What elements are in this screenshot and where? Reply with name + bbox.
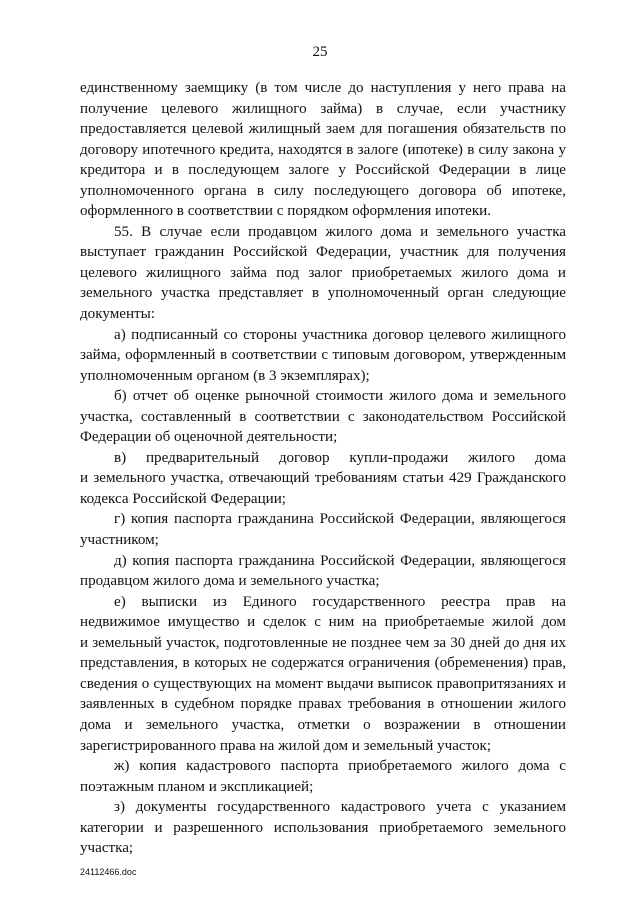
text-line: получение целевого жилищного займа) в случае, если участнику <box>80 100 566 117</box>
text-line: представления, в которых не содержатся ограничения (обременения) прав, <box>80 655 566 672</box>
text-line: категории и разрешенного использования приобретаемого земельного <box>80 819 566 836</box>
page-number: 25 <box>312 44 328 60</box>
text-line: заявленных в судебном порядке правах требования в отношении жилого <box>80 696 566 713</box>
text-line: займа, оформленный в соответствии с типовым договором, утвержденным <box>80 347 566 364</box>
text-line: договору ипотечного кредита, находятся в залоге (ипотеке) в силу закона у <box>80 141 566 158</box>
text-line: предоставляется целевой жилищный заем для погашения обязательств по <box>80 121 566 138</box>
text-line: Федерации об оценочной деятельности; <box>80 429 338 446</box>
document-body <box>80 78 566 859</box>
text-line: г) копия паспорта гражданина Российской Федерации, являющегося <box>114 511 566 528</box>
text-line: недвижимое имущество и сделок с ним на приобретаемые жилой дом <box>80 614 566 631</box>
text-line: кредитора и в последующем залоге у Российской Федерации в лице <box>80 162 566 179</box>
text-line: д) копия паспорта гражданина Российской Федерации, являющегося <box>114 552 566 569</box>
text-line: единственному заемщику (в том числе до наступления у него права на <box>80 80 566 96</box>
text-line: и земельный участок, подготовленные не позднее чем за 30 дней до дня их <box>80 634 566 651</box>
text-line: кодекса Российской Федерации; <box>80 490 287 507</box>
text-line: поэтажным планом и экспликацией; <box>80 778 314 795</box>
text-line: в) предварительный договор купли-продажи жилого дома <box>114 449 566 466</box>
text-line: и земельного участка, отвечающий требованиям статьи 429 Гражданского <box>80 470 566 487</box>
text-line: целевого жилищного займа под залог приобретаемых жилого дома и <box>80 264 566 281</box>
text-line: 55. В случае если продавцом жилого дома и земельного участка <box>114 223 566 240</box>
text-line: участка; <box>80 840 134 857</box>
text-line: е) выписки из Единого государственного реестра прав на <box>114 593 566 610</box>
text-line: уполномоченного органа в силу последующего договора об ипотеке, <box>80 182 566 199</box>
text-line: а) подписанный со стороны участника договор целевого жилищного <box>114 326 566 343</box>
text-line: участка, составленный в соответствии с законодательством Российской <box>80 408 566 425</box>
document-footer-filename: 24112466.doc <box>80 867 137 877</box>
text-line: оформленного в соответствии с порядком оформления ипотеки. <box>80 203 492 220</box>
text-line: уполномоченным органом (в 3 экземплярах); <box>80 367 370 384</box>
text-line: участником; <box>80 532 159 549</box>
text-line: сведения о существующих на момент выдачи выписок правопритязаниях и <box>80 675 566 692</box>
text-line: б) отчет об оценке рыночной стоимости жилого дома и земельного <box>114 388 566 405</box>
text-line: продавцом жилого дома и земельного участка; <box>80 573 380 590</box>
text-line: ж) копия кадастрового паспорта приобретаемого жилого дома с <box>114 758 566 775</box>
text-line: з) документы государственного кадастрового учета с указанием <box>114 799 566 816</box>
text-line: выступает гражданин Российской Федерации, участник для получения <box>80 244 566 261</box>
text-line: документы: <box>80 306 155 323</box>
text-line: дома и земельного участка, отметки о возражении в отношении <box>80 716 566 733</box>
text-line: земельного участка представляет в уполномоченный орган следующие <box>80 285 566 302</box>
text-line: зарегистрированного права на жилой дом и земельный участок; <box>80 737 492 754</box>
